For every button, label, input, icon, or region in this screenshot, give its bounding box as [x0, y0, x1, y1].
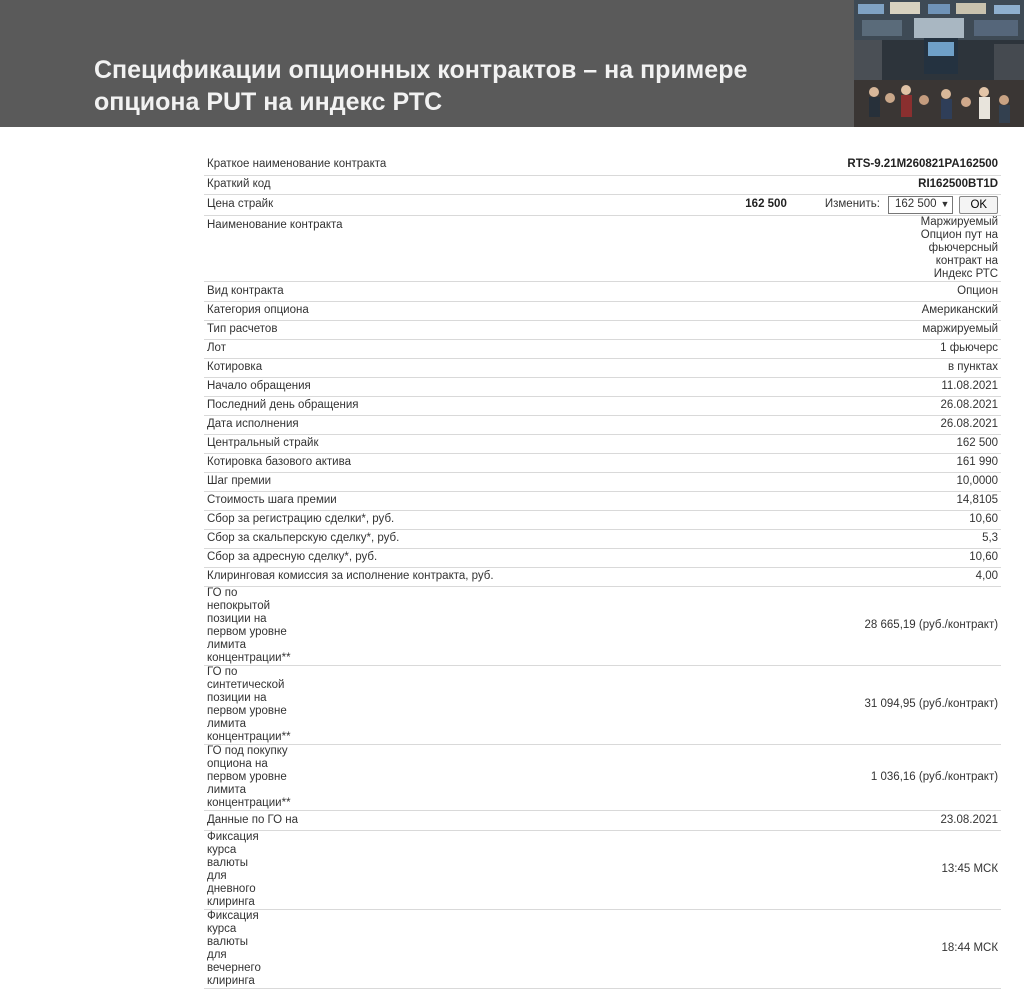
- row-label: Шаг премии: [204, 472, 571, 491]
- row-value: 162 500: [571, 434, 1002, 453]
- table-row: [204, 339, 1001, 358]
- table-row: [204, 909, 1001, 988]
- title-line-2: опциона PUT на индекс РТС: [94, 88, 443, 116]
- change-label: Изменить:: [824, 198, 880, 210]
- row-value: 5,3: [571, 529, 1002, 548]
- strike-value: 162 500: [745, 198, 787, 210]
- table-row: [204, 472, 1001, 491]
- table-row: [204, 453, 1001, 472]
- table-row: [204, 567, 1001, 586]
- strike-select[interactable]: [888, 196, 954, 214]
- strike-label: Цена страйк: [204, 194, 571, 215]
- row-value: 1 036,16 (руб./контракт): [571, 744, 1002, 810]
- table-row: [204, 320, 1001, 339]
- row-label: Последний день обращения: [204, 396, 571, 415]
- row-value: маржируемый: [571, 320, 1002, 339]
- row-value: 31 094,95 (руб./контракт): [571, 665, 1002, 744]
- row-value: 23.08.2021: [571, 810, 1002, 830]
- row-label: Котировка: [204, 358, 571, 377]
- row-value: 26.08.2021: [571, 415, 1002, 434]
- row-value: 10,60: [571, 510, 1002, 529]
- row-value: Опцион: [571, 281, 1002, 301]
- row-value: 161 990: [571, 453, 1002, 472]
- table-row: [204, 491, 1001, 510]
- row-value: Маржируемый Опцион пут на фьючерсный контракт на Индекс РТС: [571, 215, 1002, 281]
- table-row: [204, 155, 1001, 175]
- table-row: [204, 175, 1001, 194]
- table-row: [204, 215, 1001, 281]
- row-value: 11.08.2021: [571, 377, 1002, 396]
- table-row: [204, 358, 1001, 377]
- strike-row: [204, 194, 1001, 215]
- row-value: 1 фьючерс: [571, 339, 1002, 358]
- ok-button[interactable]: OK: [959, 196, 998, 214]
- option-spec-table: [204, 155, 1001, 989]
- row-label: Фиксация курса валюты для дневного клиринга: [204, 830, 571, 909]
- row-label: ГО по синтетической позиции на первом уровне лимита концентрации**: [204, 665, 571, 744]
- table-row: [204, 810, 1001, 830]
- row-label: Начало обращения: [204, 377, 571, 396]
- chevron-down-icon: ▼: [940, 199, 950, 209]
- row-label: Лот: [204, 339, 571, 358]
- row-value: RI162500BT1D: [571, 175, 1002, 194]
- row-value: 4,00: [571, 567, 1002, 586]
- table-row: [204, 281, 1001, 301]
- table-row: [204, 744, 1001, 810]
- row-label: Центральный страйк: [204, 434, 571, 453]
- row-value: 18:44 МСК: [571, 909, 1002, 988]
- row-label: Категория опциона: [204, 301, 571, 320]
- row-value: 26.08.2021: [571, 396, 1002, 415]
- table-row: [204, 396, 1001, 415]
- title-line-1: Спецификации опционных контрактов – на примере: [94, 56, 748, 84]
- row-label: Краткое наименование контракта: [204, 155, 571, 175]
- row-label: Клиринговая комиссия за исполнение контракта, руб.: [204, 567, 571, 586]
- row-label: ГО под покупку опциона на первом уровне лимита концентрации**: [204, 744, 571, 810]
- row-label: Тип расчетов: [204, 320, 571, 339]
- row-value: Американский: [571, 301, 1002, 320]
- strike-select-value: 162 500: [894, 198, 937, 210]
- table-row: [204, 548, 1001, 567]
- row-value: 10,0000: [571, 472, 1002, 491]
- row-label: Наименование контракта: [204, 215, 571, 281]
- row-value: 14,8105: [571, 491, 1002, 510]
- row-value: в пунктах: [571, 358, 1002, 377]
- table-row: [204, 529, 1001, 548]
- slide-title: [94, 54, 747, 118]
- row-value: 10,60: [571, 548, 1002, 567]
- table-row: [204, 377, 1001, 396]
- row-value: RTS-9.21M260821PA162500: [571, 155, 1002, 175]
- row-label: Дата исполнения: [204, 415, 571, 434]
- table-row: [204, 434, 1001, 453]
- row-label: Сбор за адресную сделку*, руб.: [204, 548, 571, 567]
- table-row: [204, 301, 1001, 320]
- table-row: [204, 415, 1001, 434]
- row-value: 13:45 МСК: [571, 830, 1002, 909]
- row-label: Вид контракта: [204, 281, 571, 301]
- table-row: [204, 665, 1001, 744]
- row-label: ГО по непокрытой позиции на первом уровне лимита концентрации**: [204, 586, 571, 665]
- row-label: Сбор за скальперскую сделку*, руб.: [204, 529, 571, 548]
- table-row: [204, 830, 1001, 909]
- table-row: [204, 510, 1001, 529]
- trading-floor-photo: [854, 0, 1024, 127]
- row-label: Данные по ГО на: [204, 810, 571, 830]
- row-label: Краткий код: [204, 175, 571, 194]
- table-row: [204, 586, 1001, 665]
- row-value: 28 665,19 (руб./контракт): [571, 586, 1002, 665]
- row-label: Стоимость шага премии: [204, 491, 571, 510]
- trading-floor-illustration: [854, 0, 1024, 127]
- row-label: Сбор за регистрацию сделки*, руб.: [204, 510, 571, 529]
- row-label: Котировка базового актива: [204, 453, 571, 472]
- row-label: Фиксация курса валюты для вечернего клиринга: [204, 909, 571, 988]
